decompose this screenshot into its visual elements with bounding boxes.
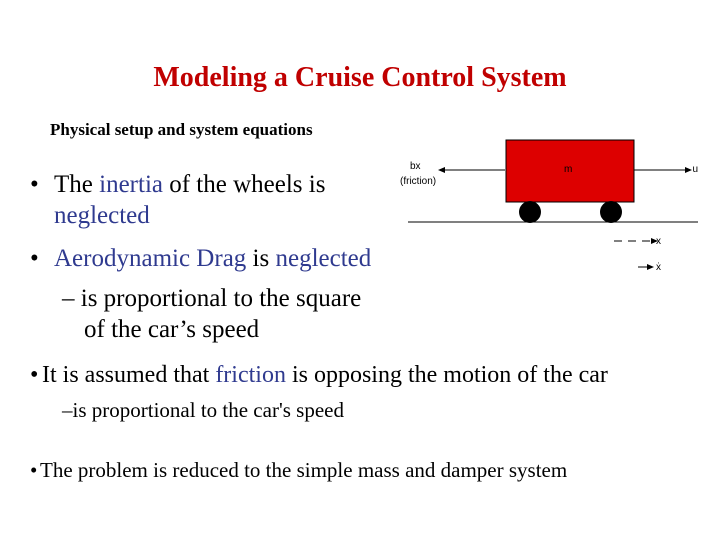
text-segment: is opposing the motion of the car: [285, 362, 608, 388]
bullet-marker: •: [30, 458, 38, 482]
bullet-text: [42, 362, 608, 389]
bullet-marker: •: [30, 245, 39, 272]
slide-title: Modeling a Cruise Control System: [153, 62, 567, 93]
position-label: x: [656, 236, 661, 247]
bullet-text: [54, 170, 325, 200]
sub-bullet-friction: –is proportional to the car's speed: [62, 398, 344, 422]
text-segment: The: [54, 171, 100, 198]
force-arrowhead: [685, 167, 692, 173]
velocity-arrowhead: [647, 264, 654, 270]
sub-bullet-drag-line2: of the car’s speed: [84, 316, 260, 343]
bullet-marker: •: [30, 171, 39, 198]
friction-label: bx: [410, 161, 421, 172]
highlight-neglected: neglected: [275, 245, 372, 272]
highlight-inertia: inertia: [99, 171, 163, 198]
rear-wheel: [519, 201, 541, 223]
highlight-friction: friction: [215, 362, 286, 388]
cruise-control-diagram: [398, 132, 698, 282]
text-segment: is: [246, 245, 276, 272]
velocity-label: ẋ: [656, 262, 661, 273]
front-wheel: [600, 201, 622, 223]
bullet-text: [54, 244, 371, 274]
mass-label: m: [564, 164, 573, 175]
friction-note: (friction): [400, 176, 437, 187]
bullet-text-line2: neglected: [54, 202, 150, 229]
bullet-text: The problem is reduced to the simple mass and damper system: [40, 458, 568, 482]
friction-arrowhead: [438, 167, 445, 173]
slide-subtitle: Physical setup and system equations: [50, 120, 313, 139]
text-segment: It is assumed that: [42, 362, 216, 388]
force-label: u: [692, 164, 698, 175]
text-segment: of the wheels is: [162, 171, 326, 198]
bullet-marker: •: [30, 362, 39, 388]
highlight-drag: Aerodynamic Drag: [54, 245, 247, 272]
sub-bullet-drag-line1: – is proportional to the square: [62, 285, 362, 312]
